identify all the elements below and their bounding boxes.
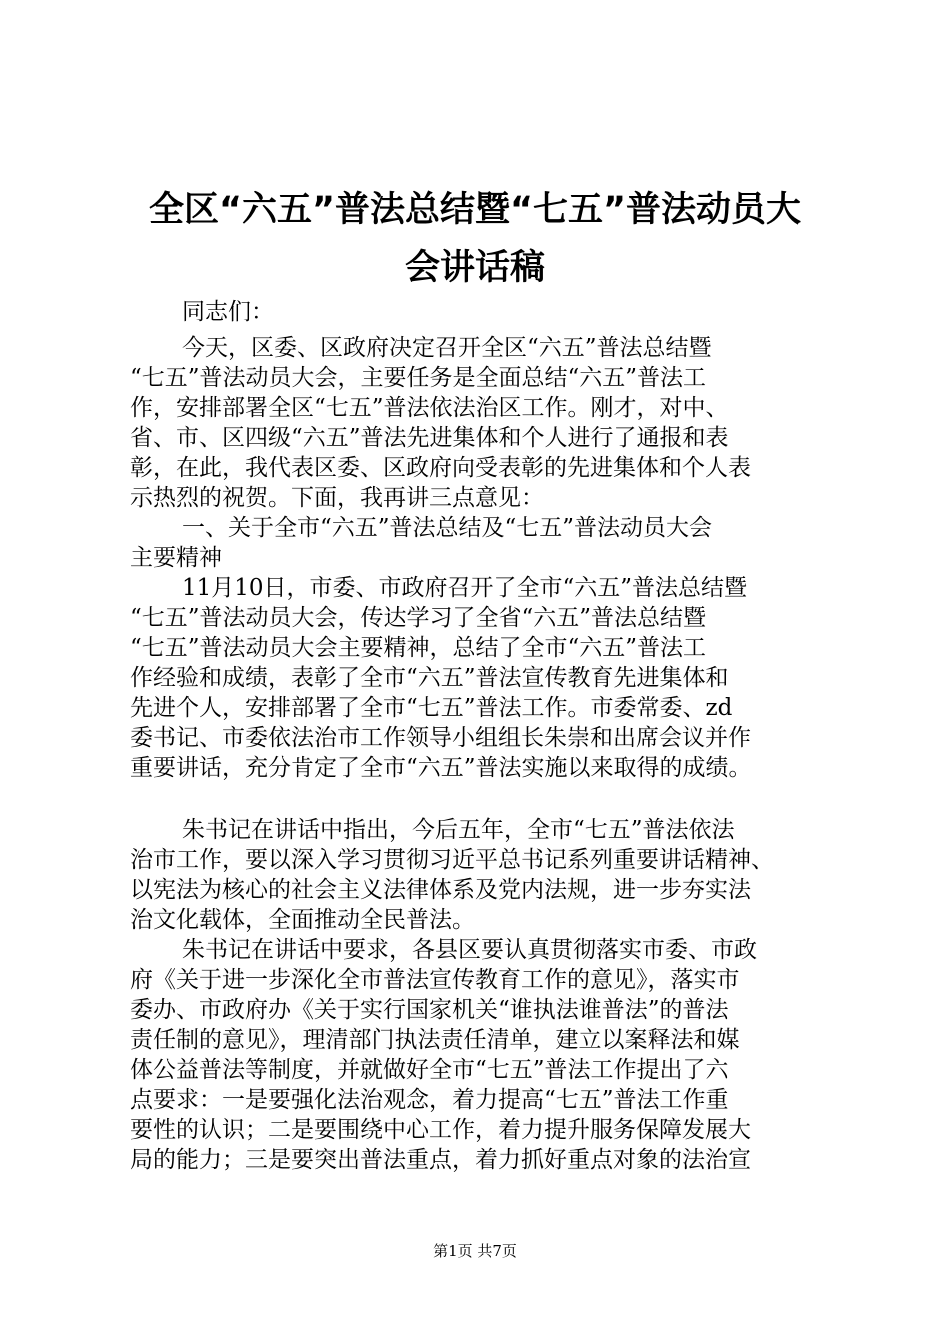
salutation: 同志们： [182,299,274,325]
page-number-footer: 第1页 共7页 [433,1242,517,1260]
section-heading-line: 主要精神 [130,545,222,571]
paragraph-line: 今天，区委、区政府决定召开全区“六五”普法总结暨 [182,335,712,361]
paragraph-line: 治文化载体，全面推动全民普法。 [130,907,475,933]
paragraph-line: 示热烈的祝贺。下面，我再讲三点意见： [130,485,544,511]
paragraph-line: 委书记、市委依法治市工作领导小组组长朱崇和出席会议并作 [130,725,751,751]
paragraph-line: 朱书记在讲话中指出，今后五年，全市“七五”普法依法 [182,817,735,843]
paragraph-line: “七五”普法动员大会主要精神，总结了全市“六五”普法工 [130,635,707,661]
paragraph-line: 彰，在此，我代表区委、区政府向受表彰的先进集体和个人表 [130,455,751,481]
section-heading-line: 一、关于全市“六五”普法总结及“七五”普法动员大会 [182,515,713,541]
document-title-line-2: 会讲话稿 [404,248,545,288]
paragraph-line: 11月10日，市委、市政府召开了全市“六五”普法总结暨 [182,575,748,601]
paragraph-line: 治市工作，要以深入学习贯彻习近平总书记系列重要讲话精神、 [130,847,774,873]
paragraph-line: 要性的认识；二是要围绕中心工作，着力提升服务保障发展大 [130,1117,751,1143]
paragraph-line: “七五”普法动员大会，传达学习了全省“六五”普法总结暨 [130,605,707,631]
paragraph-line: 委办、市政府办《关于实行国家机关“谁执法谁普法”的普法 [130,997,729,1023]
paragraph-line: 作，安排部署全区“七五”普法依法治区工作。刚才，对中、 [130,395,729,421]
paragraph-line: 省、市、区四级“六五”普法先进集体和个人进行了通报和表 [130,425,729,451]
document-title-line-1: 全区“六五”普法总结暨“七五”普法动员大 [148,190,801,230]
paragraph-line: 点要求：一是要强化法治观念，着力提高“七五”普法工作重 [130,1087,729,1113]
paragraph-line: 以宪法为核心的社会主义法律体系及党内法规，进一步夯实法 [130,877,751,903]
paragraph-line: “七五”普法动员大会，主要任务是全面总结“六五”普法工 [130,365,707,391]
paragraph-line: 责任制的意见》，理清部门执法责任清单，建立以案释法和媒 [130,1027,740,1053]
paragraph-line: 先进个人，安排部署了全市“七五”普法工作。市委常委、zd [130,695,733,721]
paragraph-line: 作经验和成绩，表彰了全市“六五”普法宣传教育先进集体和 [130,665,729,691]
paragraph-line: 体公益普法等制度，并就做好全市“七五”普法工作提出了六 [130,1057,729,1083]
paragraph-line: 重要讲话，充分肯定了全市“六五”普法实施以来取得的成绩。 [130,755,752,781]
paragraph-line: 朱书记在讲话中要求，各县区要认真贯彻落实市委、市政 [182,937,757,963]
paragraph-line: 府《关于进一步深化全市普法宣传教育工作的意见》，落实市 [130,967,740,993]
paragraph-line: 局的能力；三是要突出普法重点，着力抓好重点对象的法治宣 [130,1147,751,1173]
